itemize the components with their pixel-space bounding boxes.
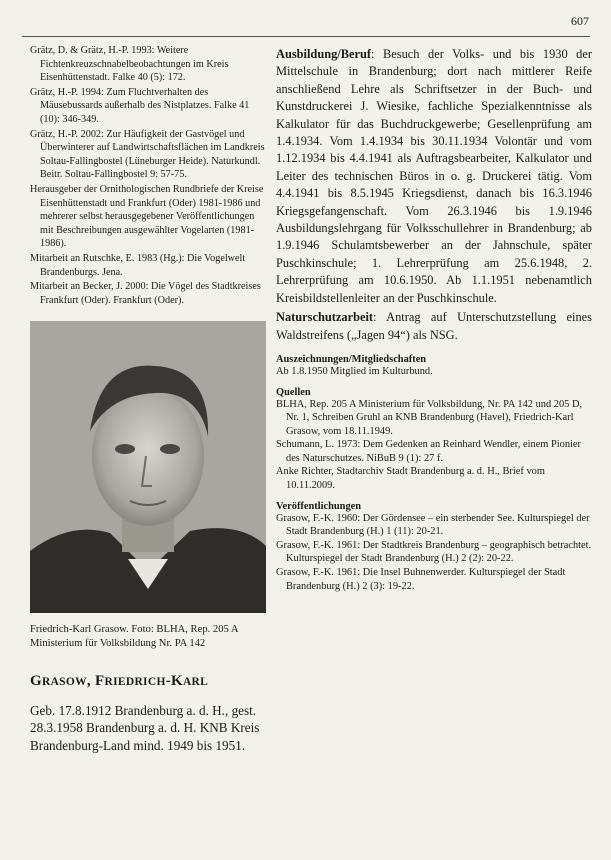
naturschutz-label: Naturschutzarbeit — [276, 310, 374, 325]
left-column — [30, 44, 270, 754]
quelle-item: Anke Richter, Stadtarchiv Stadt Brandenburg a. d. H., Brief vom 10.11.2009. — [276, 466, 545, 492]
entry-biography: Geb. 17.8.1912 Brandenburg a. d. H., gest. 28.3.1958 Brandenburg a. d. H. KNB Kreis Brandenburg-Land mind. 1949 bis 1951. — [30, 703, 260, 753]
reference-entry: Mitarbeit an Becker, J. 2000: Die Vögel des Stadtkreises Frankfurt (Oder). Frankfurt (Oder). — [30, 281, 261, 306]
reference-entry: Grätz, D. & Grätz, H.-P. 1993: Weitere Fichtenkreuzschnabelbeobachtungen im Kreis Eisenhüttenstadt. Falke 40 (5): 172. — [30, 45, 229, 84]
page-number: 607 — [571, 14, 589, 28]
photo-caption: Friedrich-Karl Grasow. Foto: BLHA, Rep. 205 A Ministerium für Volksbildung Nr. PA 142 — [30, 624, 238, 650]
reference-entry: Mitarbeit an Rutschke, E. 1983 (Hg.): Die Vogelwelt Brandenburgs. Jena. — [30, 252, 246, 278]
auszeichnungen-heading: Auszeichnungen/Mitgliedschaften — [276, 353, 427, 365]
publication-item: Grasow, F.-K. 1961: Die Insel Buhnenwerder. Kulturspiegel der Stadt Brandenburg (H.) 2 (3): 19-22. — [276, 567, 566, 592]
right-column — [276, 46, 592, 593]
quellen-heading: Quellen — [276, 386, 311, 398]
publication-item: Grasow, F.-K. 1960: Der Gördensee – ein sterbender See. Kulturspiegel der Stadt Brandenburg (H.) 1 (11): 20-21. — [276, 512, 590, 538]
reference-entry: Grätz, H.-P. 1994: Zum Fluchtverhalten des Mäusebussards außerhalb des Nistplatzes. Falke 41 (10): 346-349. — [30, 86, 250, 125]
portrait-photo — [30, 321, 266, 613]
reference-entry: Herausgeber der Ornithologischen Rundbriefe der Kreise Eisenhüttenstadt und Frankfurt (Oder) 1981-1986 und mehrerer selbst herausgegebener Veröffentlichungen mit Beschreibungen ausgewählter Vogelarten (1981-1986). — [30, 183, 264, 250]
veroeffentlichungen-heading: Veröffentlichungen — [276, 500, 362, 512]
publication-item: Grasow, F.-K. 1961: Der Stadtkreis Brandenburg – geographisch betrachtet. Kulturspiegel der Stadt Brandenburg (H.) 2 (2): 20-22. — [276, 539, 592, 565]
entry-name: GRASOW, FRIEDRICH-KARL — [30, 673, 209, 690]
quelle-item: BLHA, Rep. 205 A Ministerium für Volksbildung, Nr. PA 142 und 205 D, Nr. 1, Schreiben Gruhl an KNB Brandenburg (Havel), Friedrich-Karl Grasow, vom 18.11.1949. — [276, 398, 583, 437]
portrait-illustration — [30, 321, 266, 613]
ausbildung-paragraph: Ausbildung/Beruf: Besuch der Volks- und bis 1930 der Mittelschule in Brandenburg; dort nach mittlerer Reife anschließend Lehre als Schriftsetzer in der Buch- und Kunstdruckerei J. Wiesike, fachliche Spezialkenntnisse als Kalkulator für das Buchdruckgewerbe; Gesellenprüfung am 1.4.1934. Vom 1.4.1934 bis 30.11.1934 Volontär und vom 1.12.1934 bis 4.4.1941 als Auftragsbearbeiter, Kalkulator und Leiter des technischen Büros in o. g. Druckerei tätig. Vom 4.4.1941 bis 8.5.1945 Kriegsdienst, danach bis 16.3.1946 Kriegsgefangenschaft. Vom 26.3.1946 bis 1.9.1946 Ausbildungslehrgang für Volksschullehrer in Brandenburg; ab 1.9.1946 Schulamtsbewerber an der Jahnschule, später Puschkinschule; 1. Lehrerprüfung am 25.6.1948, 2. Lehrerprüfung am 10.6.1950. Ab 1.1.1951 nebenamtlich Kreisbildstellenleiter an der Puschkinschule. — [276, 47, 592, 305]
reference-entry: Grätz, H.-P. 2002: Zur Häufigkeit der Gastvögel und Überwinterer auf Landwirtschaftsflächen im Landkreis Soltau-Fallingbostel (Lüneburger Heide). Naturkundl. Beitr. Soltau-Fallingbostel 9: 57-75. — [30, 128, 265, 181]
auszeichnung-item: Ab 1.8.1950 Mitglied im Kulturbund. — [276, 365, 433, 377]
header-rule — [22, 36, 590, 37]
naturschutz-paragraph: Naturschutzarbeit: Antrag auf Unterschutzstellung eines Waldstreifens („Jagen 94“) als NSG. — [276, 310, 592, 342]
ausbildung-label: Ausbildung/Beruf — [276, 47, 372, 61]
quelle-item: Schumann, L. 1973: Dem Gedenken an Reinhard Wendler, einem Pionier des Naturschutzes. NiBuB 9 (1): 27 f. — [276, 439, 582, 464]
